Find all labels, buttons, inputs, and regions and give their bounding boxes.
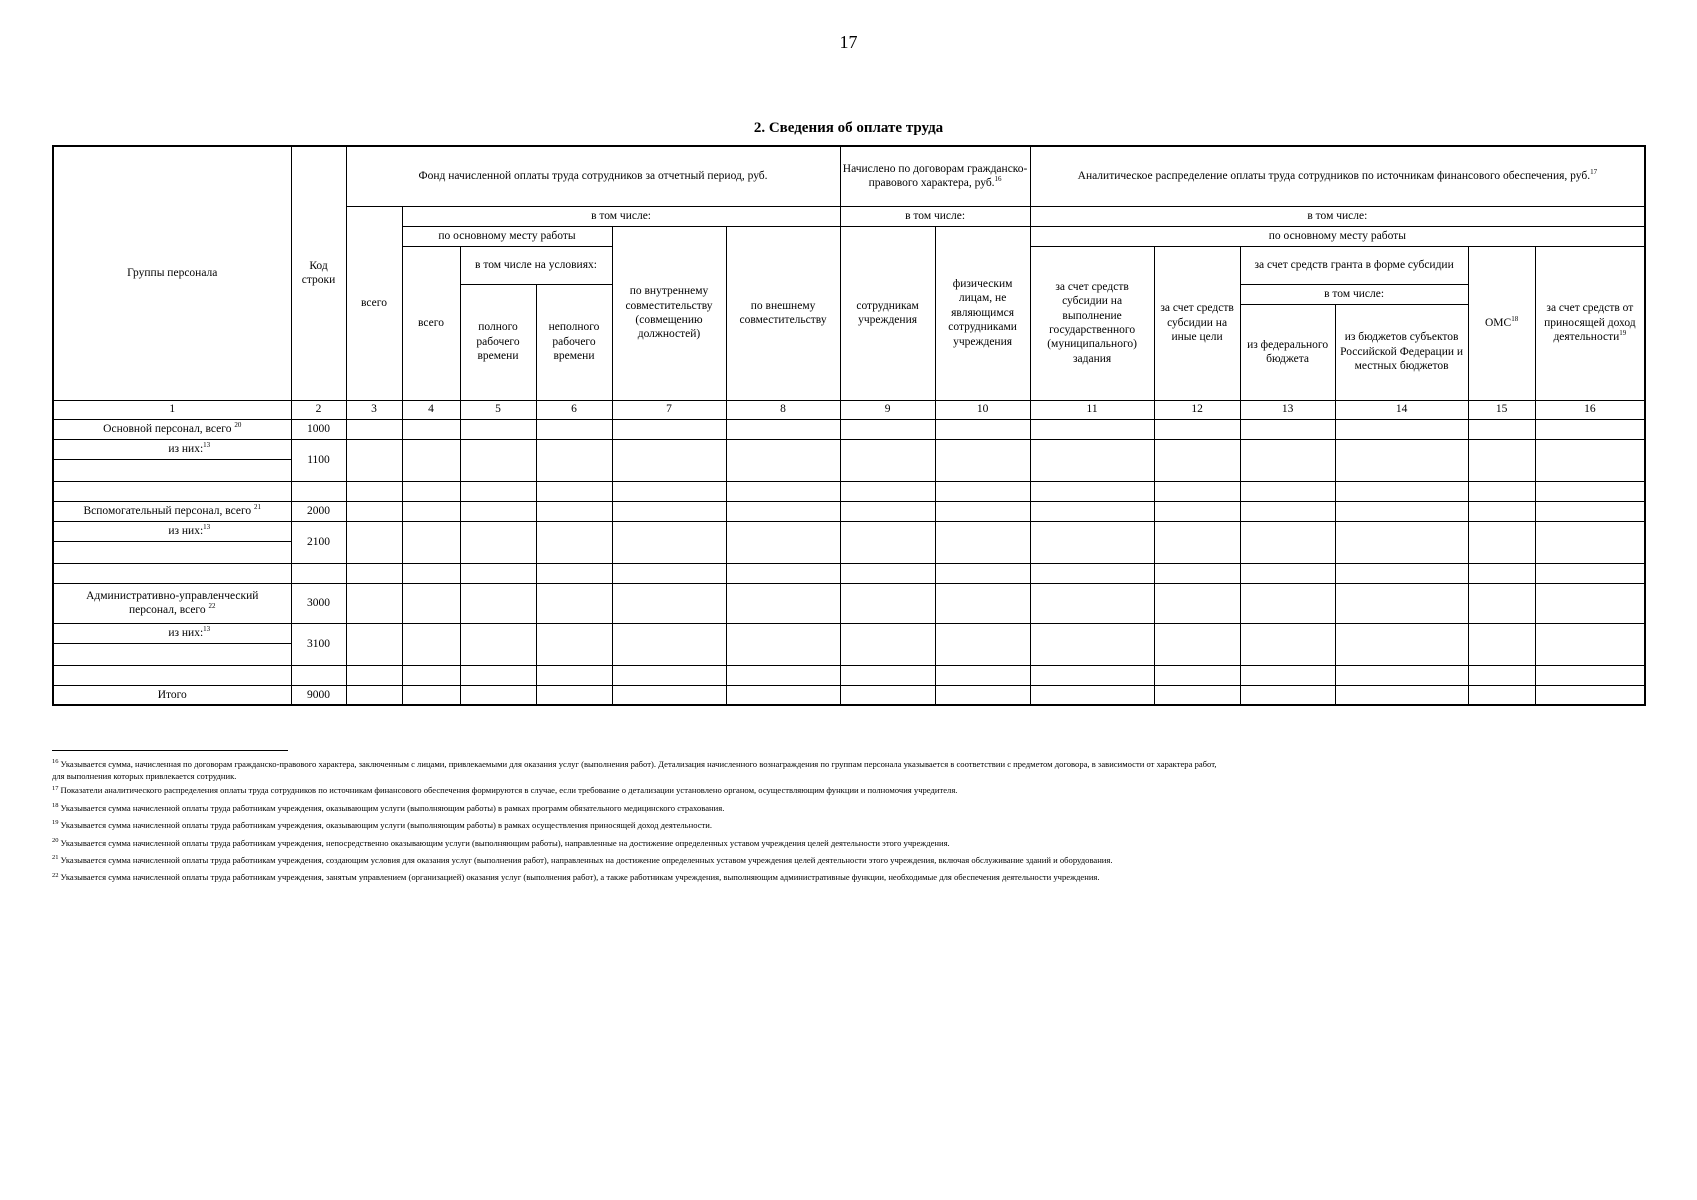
table-row <box>53 501 1645 521</box>
header-employees: сотрудникам учреждения <box>840 226 935 400</box>
data-cell[interactable] <box>935 563 1030 583</box>
data-cell[interactable] <box>1335 583 1468 623</box>
col-number: 12 <box>1154 400 1240 419</box>
row-code: 1100 <box>291 439 346 481</box>
data-cell[interactable] <box>612 623 726 665</box>
data-cell[interactable] <box>402 563 460 583</box>
data-cell[interactable] <box>1335 623 1468 665</box>
data-cell[interactable] <box>612 583 726 623</box>
data-cell[interactable] <box>1030 563 1154 583</box>
data-cell[interactable] <box>935 623 1030 665</box>
data-cell[interactable] <box>1468 419 1535 439</box>
data-cell[interactable] <box>536 583 612 623</box>
data-cell[interactable] <box>1030 419 1154 439</box>
data-cell[interactable] <box>1535 583 1645 623</box>
total-code: 9000 <box>291 685 346 705</box>
wages-table <box>52 145 1646 706</box>
col-number: 13 <box>1240 400 1335 419</box>
data-cell[interactable] <box>1240 665 1335 685</box>
data-cell[interactable] <box>402 665 460 685</box>
footnote-19: $^{19}$ Указывается сумма начисленной оплаты труда работникам учреждения, оказывающим услуги (выполняющим работы) в рамках осуществления приносящей доход деятельности. <box>52 819 713 831</box>
data-cell[interactable] <box>1335 685 1468 705</box>
footnote-ref: 13 <box>203 440 211 449</box>
data-cell[interactable] <box>726 563 840 583</box>
header-part-time: неполного рабочего времени <box>536 284 612 400</box>
data-cell[interactable] <box>536 481 612 501</box>
data-cell[interactable] <box>1335 501 1468 521</box>
data-cell[interactable] <box>1240 623 1335 665</box>
header-full-time: полного рабочего времени <box>460 284 536 400</box>
data-cell[interactable] <box>460 419 536 439</box>
col-number: 15 <box>1468 400 1535 419</box>
data-cell[interactable] <box>346 623 402 665</box>
data-cell[interactable] <box>840 419 935 439</box>
data-cell[interactable] <box>291 665 346 685</box>
data-cell[interactable] <box>935 501 1030 521</box>
total-label: Итого <box>53 685 291 705</box>
data-cell[interactable] <box>460 481 536 501</box>
data-cell[interactable] <box>935 419 1030 439</box>
col-number: 14 <box>1335 400 1468 419</box>
data-cell[interactable] <box>1240 583 1335 623</box>
data-cell[interactable] <box>1030 583 1154 623</box>
table-row <box>53 419 1645 439</box>
header-subsidy-other: за счет средств субсидии на иные цели <box>1154 246 1240 400</box>
col-number: 11 <box>1030 400 1154 419</box>
data-cell[interactable] <box>402 439 460 481</box>
data-cell[interactable] <box>291 481 346 501</box>
row-code: 3000 <box>291 583 346 623</box>
row-label-blank[interactable] <box>53 459 291 481</box>
row-code: 2000 <box>291 501 346 521</box>
data-cell[interactable] <box>1468 665 1535 685</box>
section-title: 2. Сведения об оплате труда <box>753 120 944 136</box>
data-cell[interactable] <box>536 419 612 439</box>
row-label: из них:$^{13}$ <box>53 439 291 459</box>
data-cell[interactable] <box>1240 419 1335 439</box>
data-cell[interactable] <box>612 521 726 563</box>
row-label-blank[interactable] <box>53 481 291 501</box>
data-cell[interactable] <box>1154 501 1240 521</box>
table-row <box>53 521 1645 541</box>
header-grant-including: в том числе: <box>1240 284 1468 304</box>
data-cell[interactable] <box>1535 685 1645 705</box>
data-cell[interactable] <box>346 439 402 481</box>
data-cell[interactable] <box>1240 563 1335 583</box>
footnote-22: $^{22}$ Указывается сумма начисленной оплаты труда работникам учреждения, занятым управлением (организацией) оказания услуг (выполнения работ), а также работникам учреждения, выполняющим административные функции, необходимые для обеспечения деятельности учреждения. <box>52 871 1100 883</box>
data-cell[interactable] <box>1240 481 1335 501</box>
data-cell[interactable] <box>346 583 402 623</box>
data-cell[interactable] <box>1030 665 1154 685</box>
footnote-16: $^{16}$ Указывается сумма, начисленная по договорам гражданско-правового характера, заключенным с лицами, привлекаемыми для оказания услуг (выполнения работ). Детализация начисленного вознаграждения по группам персонала указывается в соответствии с предметом договора, в зависимости от характера работ, для выполнения которых привлекается сотрудник. <box>52 758 1217 782</box>
data-cell[interactable] <box>1535 521 1645 563</box>
table-row <box>53 623 1645 643</box>
data-cell[interactable] <box>402 501 460 521</box>
row-label: Административно-управленческий персонал, всего $^{22}$ <box>53 583 291 623</box>
header-contracts-including: в том числе: <box>840 206 1030 226</box>
col-number: 2 <box>291 400 346 419</box>
data-cell[interactable] <box>840 439 935 481</box>
data-cell[interactable] <box>1154 583 1240 623</box>
row-label-blank[interactable] <box>53 541 291 563</box>
footnote-ref: 19 <box>1619 329 1627 338</box>
header-analytic-main-place: по основному месту работы <box>1030 226 1645 246</box>
header-grant: за счет средств гранта в форме субсидии <box>1240 246 1468 284</box>
data-cell[interactable] <box>536 563 612 583</box>
data-cell[interactable] <box>1468 563 1535 583</box>
footnote-ref: 18 <box>1511 314 1519 323</box>
data-cell[interactable] <box>935 481 1030 501</box>
data-cell[interactable] <box>1335 419 1468 439</box>
data-cell[interactable] <box>536 623 612 665</box>
data-cell[interactable] <box>935 685 1030 705</box>
data-cell[interactable] <box>402 481 460 501</box>
row-code: 1000 <box>291 419 346 439</box>
row-label: Вспомогательный персонал, всего $^{21}$ <box>53 501 291 521</box>
data-cell[interactable] <box>612 501 726 521</box>
data-cell[interactable] <box>1468 439 1535 481</box>
footnote-ref: 13 <box>203 624 211 633</box>
data-cell[interactable] <box>726 501 840 521</box>
data-cell[interactable] <box>460 583 536 623</box>
data-cell[interactable] <box>726 685 840 705</box>
row-label-blank[interactable] <box>53 643 291 665</box>
data-cell[interactable] <box>612 685 726 705</box>
header-fund-total: всего <box>346 206 402 400</box>
row-code: 2100 <box>291 521 346 563</box>
total-row <box>53 685 1645 705</box>
data-cell[interactable] <box>612 563 726 583</box>
footnotes <box>52 756 1642 887</box>
footnote-ref: 16 <box>994 175 1002 184</box>
row-label-blank[interactable] <box>53 665 291 685</box>
footnote-ref: 20 <box>234 420 242 429</box>
header-analytic-including: в том числе: <box>1030 206 1645 226</box>
data-cell[interactable] <box>402 521 460 563</box>
data-cell[interactable] <box>460 623 536 665</box>
row-label: из них:$^{13}$ <box>53 623 291 643</box>
data-cell[interactable] <box>1535 563 1645 583</box>
data-cell[interactable] <box>402 685 460 705</box>
footnote-ref: 21 <box>254 502 261 511</box>
data-cell[interactable] <box>346 665 402 685</box>
page-number: 17 <box>839 32 858 52</box>
header-internal: по внутреннему совместительству (совмещению должностей) <box>612 226 726 400</box>
col-number: 7 <box>612 400 726 419</box>
data-cell[interactable] <box>612 665 726 685</box>
data-cell[interactable] <box>935 665 1030 685</box>
header-fund-including: в том числе: <box>402 206 840 226</box>
data-cell[interactable] <box>1030 501 1154 521</box>
footnote-18: $^{18}$ Указывается сумма начисленной оплаты труда работникам учреждения, оказывающим услуги (выполняющим работы) в рамках программ обязательного медицинского страхования. <box>52 801 725 813</box>
data-cell[interactable] <box>935 521 1030 563</box>
data-cell[interactable] <box>460 501 536 521</box>
row-label: из них:$^{13}$ <box>53 521 291 541</box>
header-external: по внешнему совместительству <box>726 226 840 400</box>
data-cell[interactable] <box>1468 521 1535 563</box>
data-cell[interactable] <box>1154 623 1240 665</box>
data-cell[interactable] <box>840 481 935 501</box>
header-code: Код строки <box>291 146 346 400</box>
data-cell[interactable] <box>402 583 460 623</box>
header-fund: Фонд начисленной оплаты труда сотрудников за отчетный период, руб. <box>346 146 840 206</box>
header-main-place: по основному месту работы <box>402 226 612 246</box>
data-cell[interactable] <box>612 419 726 439</box>
data-cell[interactable] <box>460 439 536 481</box>
data-cell[interactable] <box>1535 501 1645 521</box>
data-cell[interactable] <box>1535 419 1645 439</box>
data-cell[interactable] <box>726 583 840 623</box>
data-cell[interactable] <box>536 501 612 521</box>
footnote-17: $^{17}$ Показатели аналитического распределения оплаты труда сотрудников по источникам финансового обеспечения формируются в случае, если требование о детализации установлено органом, осуществляющим функции и полномочия учредителя. <box>52 784 958 796</box>
data-cell[interactable] <box>726 419 840 439</box>
data-cell[interactable] <box>1335 563 1468 583</box>
data-cell[interactable] <box>1468 481 1535 501</box>
data-cell[interactable] <box>1535 665 1645 685</box>
data-cell[interactable] <box>1154 439 1240 481</box>
data-cell[interactable] <box>460 521 536 563</box>
data-cell[interactable] <box>402 419 460 439</box>
header-oms: ОМС$^{18}$ <box>1468 246 1535 400</box>
data-cell[interactable] <box>346 521 402 563</box>
data-cell[interactable] <box>1154 563 1240 583</box>
header-regional: из бюджетов субъектов Российской Федерации и местных бюджетов <box>1335 304 1468 400</box>
table-body <box>53 419 1645 705</box>
data-cell[interactable] <box>1154 419 1240 439</box>
data-cell[interactable] <box>1240 439 1335 481</box>
data-cell[interactable] <box>460 685 536 705</box>
data-cell[interactable] <box>840 563 935 583</box>
data-cell[interactable] <box>1335 665 1468 685</box>
data-cell[interactable] <box>612 481 726 501</box>
data-cell[interactable] <box>726 481 840 501</box>
header-analytic: Аналитическое распределение оплаты труда сотрудников по источникам финансового обеспечения, руб.$^{17}$ <box>1030 146 1645 206</box>
data-cell[interactable] <box>536 439 612 481</box>
data-cell[interactable] <box>1030 439 1154 481</box>
data-cell[interactable] <box>1240 521 1335 563</box>
table-header <box>53 146 1645 419</box>
table-row <box>53 481 1645 501</box>
data-cell[interactable] <box>402 623 460 665</box>
data-cell[interactable] <box>1030 623 1154 665</box>
footnote-ref: 17 <box>1590 168 1598 177</box>
data-cell[interactable] <box>1468 623 1535 665</box>
data-cell[interactable] <box>612 439 726 481</box>
header-individuals: физическим лицам, не являющимся сотрудниками учреждения <box>935 226 1030 400</box>
data-cell[interactable] <box>1468 685 1535 705</box>
table-row <box>53 665 1645 685</box>
row-code: 3100 <box>291 623 346 665</box>
footnote-ref: 13 <box>203 522 211 531</box>
row-label-blank[interactable] <box>53 563 291 583</box>
header-incl-conditions: в том числе на условиях: <box>460 246 612 284</box>
header-contracts: Начислено по договорам гражданско-правового характера, руб.$^{16}$ <box>840 146 1030 206</box>
data-cell[interactable] <box>346 563 402 583</box>
data-cell[interactable] <box>726 521 840 563</box>
data-cell[interactable] <box>460 665 536 685</box>
data-cell[interactable] <box>346 419 402 439</box>
data-cell[interactable] <box>1335 439 1468 481</box>
data-cell[interactable] <box>726 665 840 685</box>
col-number: 16 <box>1535 400 1645 419</box>
data-cell[interactable] <box>840 501 935 521</box>
data-cell[interactable] <box>840 685 935 705</box>
data-cell[interactable] <box>1240 501 1335 521</box>
data-cell[interactable] <box>935 439 1030 481</box>
data-cell[interactable] <box>1154 665 1240 685</box>
data-cell[interactable] <box>1154 521 1240 563</box>
footnote-20: $^{20}$ Указывается сумма начисленной оплаты труда работникам учреждения, непосредственно оказывающим услуги (выполняющим работы), направленные на достижение определенных уставом учреждения целей деятельности этого учреждения. <box>52 836 950 848</box>
col-number: 8 <box>726 400 840 419</box>
column-numbers-row <box>53 400 1645 419</box>
data-cell[interactable] <box>840 665 935 685</box>
header-groups: Группы персонала <box>53 146 291 400</box>
table-row <box>53 563 1645 583</box>
data-cell[interactable] <box>726 623 840 665</box>
data-cell[interactable] <box>726 439 840 481</box>
data-cell[interactable] <box>935 583 1030 623</box>
data-cell[interactable] <box>1535 623 1645 665</box>
data-cell[interactable] <box>1535 481 1645 501</box>
data-cell[interactable] <box>840 583 935 623</box>
data-cell[interactable] <box>346 501 402 521</box>
col-number: 6 <box>536 400 612 419</box>
data-cell[interactable] <box>536 685 612 705</box>
col-number: 1 <box>53 400 291 419</box>
footnote-divider <box>52 750 288 751</box>
data-cell[interactable] <box>346 685 402 705</box>
data-cell[interactable] <box>1535 439 1645 481</box>
data-cell[interactable] <box>1468 583 1535 623</box>
data-cell[interactable] <box>840 521 935 563</box>
row-label: Основной персонал, всего $^{20}$ <box>53 419 291 439</box>
data-cell[interactable] <box>346 481 402 501</box>
col-number: 5 <box>460 400 536 419</box>
data-cell[interactable] <box>1154 685 1240 705</box>
data-cell[interactable] <box>460 563 536 583</box>
footnote-ref: 22 <box>208 602 216 611</box>
data-cell[interactable] <box>840 623 935 665</box>
col-number: 9 <box>840 400 935 419</box>
data-cell[interactable] <box>1468 501 1535 521</box>
data-cell[interactable] <box>1030 481 1154 501</box>
data-cell[interactable] <box>536 665 612 685</box>
data-cell[interactable] <box>536 521 612 563</box>
col-number: 4 <box>402 400 460 419</box>
header-subsidy-state: за счет средств субсидии на выполнение государственного (муниципального) задания <box>1030 246 1154 400</box>
header-main-total: всего <box>402 246 460 400</box>
footnote-21: $^{21}$ Указывается сумма начисленной оплаты труда работникам учреждения, создающим условия для оказания услуг (выполнения работ), направленных на достижение определенных уставом учреждения целей деятельности этого учреждения, включая обслуживание зданий и оборудования. <box>52 854 1113 866</box>
header-federal: из федерального бюджета <box>1240 304 1335 400</box>
data-cell[interactable] <box>1030 521 1154 563</box>
table-row <box>53 439 1645 459</box>
data-cell[interactable] <box>1030 685 1154 705</box>
data-cell[interactable] <box>1154 481 1240 501</box>
header-income: за счет средств от приносящей доход деятельности$^{19}$ <box>1535 246 1645 400</box>
col-number: 10 <box>935 400 1030 419</box>
col-number: 3 <box>346 400 402 419</box>
data-cell[interactable] <box>1240 685 1335 705</box>
data-cell[interactable] <box>1335 521 1468 563</box>
table-row <box>53 583 1645 623</box>
data-cell[interactable] <box>1335 481 1468 501</box>
data-cell[interactable] <box>291 563 346 583</box>
